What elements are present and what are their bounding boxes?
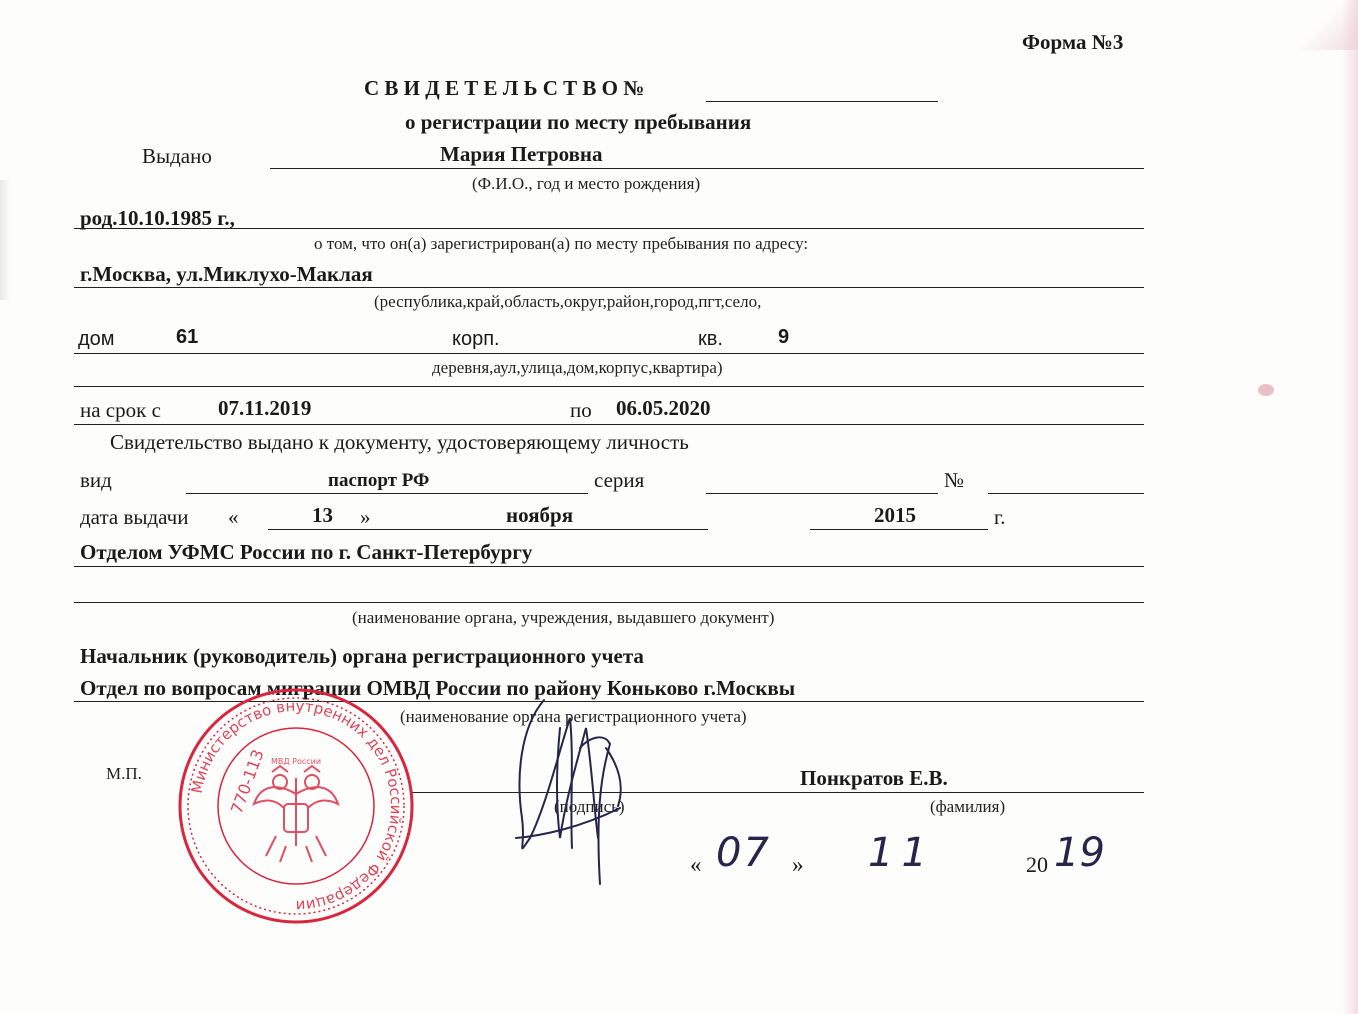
sign-date-year-prefix: 20 <box>1026 852 1048 877</box>
address-street-line <box>74 287 1144 288</box>
term-from-value: 07.11.2019 <box>218 396 312 420</box>
house-label: дом <box>78 328 115 350</box>
scan-left-smudge <box>0 180 10 300</box>
issue-date-day: 13 <box>312 503 333 527</box>
issue-date-month: ноября <box>506 503 574 527</box>
signature-caption: (подпись) <box>554 797 625 816</box>
issue-date-quote-close: » <box>360 505 371 529</box>
document-number-line <box>988 493 1144 494</box>
scan-corner-mark <box>1300 0 1358 50</box>
house-value: 61 <box>176 326 199 348</box>
issue-date-year-line <box>810 529 988 530</box>
officer-signature <box>500 688 650 898</box>
document-series-label: серия <box>594 468 645 492</box>
issue-date-year-suffix: г. <box>994 505 1006 529</box>
authority-head-title: Начальник (руководитель) органа регистрационного учета <box>80 644 644 668</box>
official-stamp <box>176 686 416 926</box>
term-to-label: по <box>570 398 592 422</box>
birth-info-line <box>74 228 1144 229</box>
sign-date-month: 11 <box>868 830 935 876</box>
form-number: Форма №3 <box>1022 30 1124 54</box>
document-intro: Свидетельство выдано к документу, удостоверяющему личность <box>110 430 689 454</box>
issue-date-label: дата выдачи <box>80 505 189 529</box>
holder-name-line <box>270 168 1144 169</box>
term-line <box>74 424 1144 425</box>
document-issuer-line-2 <box>74 602 1144 603</box>
address-caption-1: (республика,край,область,округ,район,город,пгт,село, <box>374 292 762 311</box>
birth-info: род.10.10.1985 г., <box>80 206 235 230</box>
term-from-label: на срок с <box>80 398 161 422</box>
address-caption-2: деревня,аул,улица,дом,корпус,квартира) <box>432 358 723 377</box>
stamp-circular-text: Министерство внутренних дел Российской Федерации <box>187 696 406 916</box>
address-intro: о том, что он(а) зарегистрирован(а) по месту пребывания по адресу: <box>314 234 809 253</box>
ink-spot <box>1258 384 1274 396</box>
apartment-label: кв. <box>698 328 723 350</box>
certificate-subtitle: о регистрации по месту пребывания <box>405 110 752 134</box>
document-issuer: Отделом УФМС России по г. Санкт-Петербургу <box>80 540 533 564</box>
officer-name: Понкратов Е.В. <box>800 766 948 790</box>
surname-caption: (фамилия) <box>930 797 1006 816</box>
document-type-value: паспорт РФ <box>328 470 430 491</box>
document-issuer-caption: (наименование органа, учреждения, выдавшего документ) <box>352 608 775 627</box>
issued-label: Выдано <box>142 144 212 168</box>
address-street: г.Москва, ул.Миклухо-Маклая <box>80 262 373 286</box>
authority-org: Отдел по вопросам миграции ОМВД России по району Коньково г.Москвы <box>80 676 796 700</box>
seal-place-label: М.П. <box>106 764 142 783</box>
address-house-line <box>74 353 1144 354</box>
document-number-label: № <box>944 468 965 492</box>
document-type-label: вид <box>80 468 112 492</box>
term-to-value: 06.05.2020 <box>616 396 711 420</box>
address-extra-line <box>74 386 1144 387</box>
sign-date-year: 19 <box>1054 830 1105 876</box>
sign-date-quote-open: « <box>690 852 702 877</box>
issue-date-year: 2015 <box>874 503 916 527</box>
issue-date-day-line <box>268 529 382 530</box>
stamp-code: 770-113 <box>226 746 268 817</box>
sign-date-quote-close: » <box>792 852 804 877</box>
document-issuer-line <box>74 566 1144 567</box>
holder-name: Мария Петровна <box>440 142 603 166</box>
certificate-title: С В И Д Е Т Е Л Ь С Т В О № <box>364 76 645 100</box>
document-series-line <box>706 493 938 494</box>
issue-date-quote-open: « <box>228 505 239 529</box>
double-headed-eagle-emblem <box>254 766 338 862</box>
scan-edge-shadow <box>1342 0 1358 1014</box>
issue-date-month-line <box>382 529 708 530</box>
authority-org-caption: (наименование органа регистрационного учета) <box>400 707 747 726</box>
holder-caption: (Ф.И.О., год и место рождения) <box>472 174 701 193</box>
certificate-number-line <box>706 101 938 102</box>
apartment-value: 9 <box>778 326 790 348</box>
document-type-line <box>186 493 588 494</box>
signature-strokes <box>516 700 621 884</box>
building-label: корп. <box>452 328 500 350</box>
stamp-small-text: МВД России <box>270 757 322 766</box>
sign-date-day: 07 <box>716 830 771 876</box>
